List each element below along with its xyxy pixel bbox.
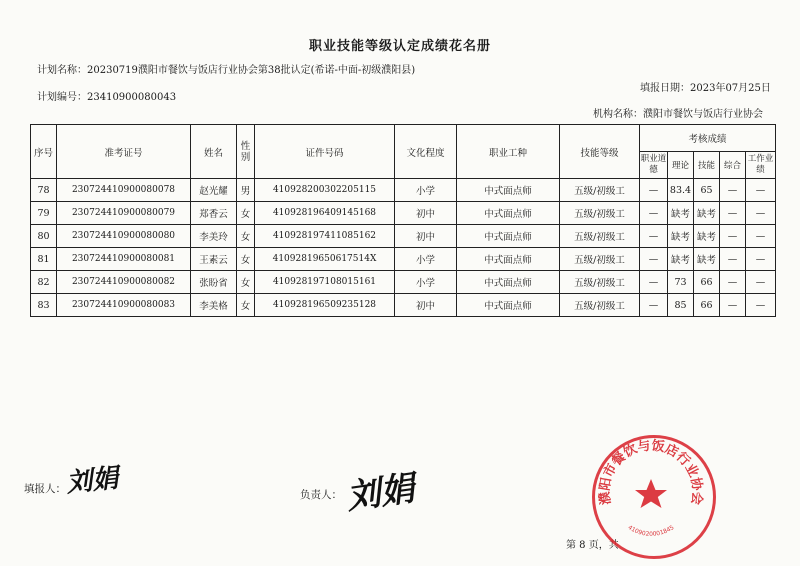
cell-id: 410928196409145168 <box>255 202 395 225</box>
cell-ticket: 230724410900080079 <box>57 202 191 225</box>
cell-overall: — <box>720 202 746 225</box>
cell-seq: 80 <box>31 225 57 248</box>
cell-ethics: — <box>640 202 668 225</box>
cell-theory: 73 <box>668 271 694 294</box>
cell-ticket: 230724410900080080 <box>57 225 191 248</box>
header-seq: 序号 <box>31 125 57 179</box>
cell-level: 五级/初级工 <box>560 248 640 271</box>
cell-ethics: — <box>640 225 668 248</box>
cell-work: — <box>746 202 776 225</box>
fill-date: 填报日期：2023年07月25日 <box>640 83 771 94</box>
cell-overall: — <box>720 225 746 248</box>
cell-edu: 小学 <box>395 271 457 294</box>
cell-name: 赵光耀 <box>191 179 237 202</box>
header-work: 工作业绩 <box>746 152 776 179</box>
cell-overall: — <box>720 294 746 317</box>
cell-seq: 78 <box>31 179 57 202</box>
header-gender: 性别 <box>237 125 255 179</box>
cell-theory: 缺考 <box>668 248 694 271</box>
cell-seq: 83 <box>31 294 57 317</box>
manager-signature: 刘娟 <box>344 468 417 518</box>
cell-job: 中式面点师 <box>457 202 560 225</box>
score-table <box>30 124 776 317</box>
cell-ethics: — <box>640 271 668 294</box>
cell-level: 五级/初级工 <box>560 179 640 202</box>
cell-edu: 小学 <box>395 248 457 271</box>
header-scores: 考核成绩 <box>640 125 776 152</box>
cell-gender: 女 <box>237 248 255 271</box>
header-name: 姓名 <box>191 125 237 179</box>
cell-name: 郑香云 <box>191 202 237 225</box>
cell-skill: 65 <box>694 179 720 202</box>
cell-id: 410928197411085162 <box>255 225 395 248</box>
cell-seq: 82 <box>31 271 57 294</box>
cell-theory: 83.4 <box>668 179 694 202</box>
header-id: 证件号码 <box>255 125 395 179</box>
seal-name-text: 濮阳市餐饮与饭店行业协会 <box>597 438 705 506</box>
cell-skill: 66 <box>694 294 720 317</box>
cell-ticket: 230724410900080083 <box>57 294 191 317</box>
page-title: 职业技能等级认定成绩花名册 <box>308 39 491 54</box>
cell-work: — <box>746 225 776 248</box>
cell-work: — <box>746 271 776 294</box>
table-row <box>31 294 776 317</box>
cell-theory: 缺考 <box>668 202 694 225</box>
cell-id: 410928197108015161 <box>255 271 395 294</box>
cell-level: 五级/初级工 <box>560 294 640 317</box>
table-row <box>31 179 776 202</box>
star-icon <box>635 479 667 508</box>
cell-level: 五级/初级工 <box>560 225 640 248</box>
cell-edu: 初中 <box>395 202 457 225</box>
cell-edu: 初中 <box>395 294 457 317</box>
cell-name: 李美玲 <box>191 225 237 248</box>
cell-gender: 男 <box>237 179 255 202</box>
cell-job: 中式面点师 <box>457 271 560 294</box>
cell-ticket: 230724410900080081 <box>57 248 191 271</box>
cell-job: 中式面点师 <box>457 225 560 248</box>
table-row <box>31 202 776 225</box>
cell-skill: 缺考 <box>694 225 720 248</box>
cell-job: 中式面点师 <box>457 179 560 202</box>
cell-id: 410928200302205115 <box>255 179 395 202</box>
cell-id: 41092819650617514X <box>255 248 395 271</box>
cell-ethics: — <box>640 294 668 317</box>
cell-job: 中式面点师 <box>457 294 560 317</box>
cell-seq: 81 <box>31 248 57 271</box>
cell-level: 五级/初级工 <box>560 271 640 294</box>
cell-ticket: 230724410900080078 <box>57 179 191 202</box>
table-row <box>31 248 776 271</box>
header-ethics: 职业道德 <box>640 152 668 179</box>
page-footer: 第 8 页，共 <box>566 540 619 551</box>
cell-overall: — <box>720 248 746 271</box>
header-skill: 技能 <box>694 152 720 179</box>
filler-label: 填报人： <box>24 483 66 495</box>
header-job: 职业工种 <box>457 125 560 179</box>
cell-skill: 66 <box>694 271 720 294</box>
cell-skill: 缺考 <box>694 248 720 271</box>
header-theory: 理论 <box>668 152 694 179</box>
plan-name: 计划名称：20230719濮阳市餐饮与饭店行业协会第38批认定(希诺-中面-初级濮阳县) <box>37 65 416 76</box>
seal-artwork <box>592 435 710 553</box>
cell-id: 410928196509235128 <box>255 294 395 317</box>
manager-label: 负责人： <box>300 489 342 501</box>
header-ticket: 准考证号 <box>57 125 191 179</box>
filler-signature: 刘娟 <box>64 463 120 499</box>
cell-gender: 女 <box>237 294 255 317</box>
header-overall: 综合 <box>720 152 746 179</box>
cell-name: 李美格 <box>191 294 237 317</box>
cell-theory: 85 <box>668 294 694 317</box>
cell-edu: 小学 <box>395 179 457 202</box>
cell-work: — <box>746 248 776 271</box>
table-row <box>31 225 776 248</box>
seal-code-text: 4109020001845 <box>626 524 676 538</box>
cell-ethics: — <box>640 248 668 271</box>
cell-work: — <box>746 294 776 317</box>
cell-edu: 初中 <box>395 225 457 248</box>
cell-name: 王素云 <box>191 248 237 271</box>
cell-ethics: — <box>640 179 668 202</box>
cell-overall: — <box>720 271 746 294</box>
org-name: 机构名称：濮阳市餐饮与饭店行业协会 <box>593 109 763 120</box>
cell-theory: 缺考 <box>668 225 694 248</box>
cell-seq: 79 <box>31 202 57 225</box>
cell-skill: 缺考 <box>694 202 720 225</box>
cell-gender: 女 <box>237 271 255 294</box>
cell-overall: — <box>720 179 746 202</box>
cell-level: 五级/初级工 <box>560 202 640 225</box>
cell-work: — <box>746 179 776 202</box>
header-edu: 文化程度 <box>395 125 457 179</box>
plan-code: 计划编号：23410900080043 <box>37 92 177 103</box>
cell-job: 中式面点师 <box>457 248 560 271</box>
cell-name: 张盼省 <box>191 271 237 294</box>
cell-ticket: 230724410900080082 <box>57 271 191 294</box>
cell-gender: 女 <box>237 225 255 248</box>
cell-gender: 女 <box>237 202 255 225</box>
table-row <box>31 271 776 294</box>
header-level: 技能等级 <box>560 125 640 179</box>
